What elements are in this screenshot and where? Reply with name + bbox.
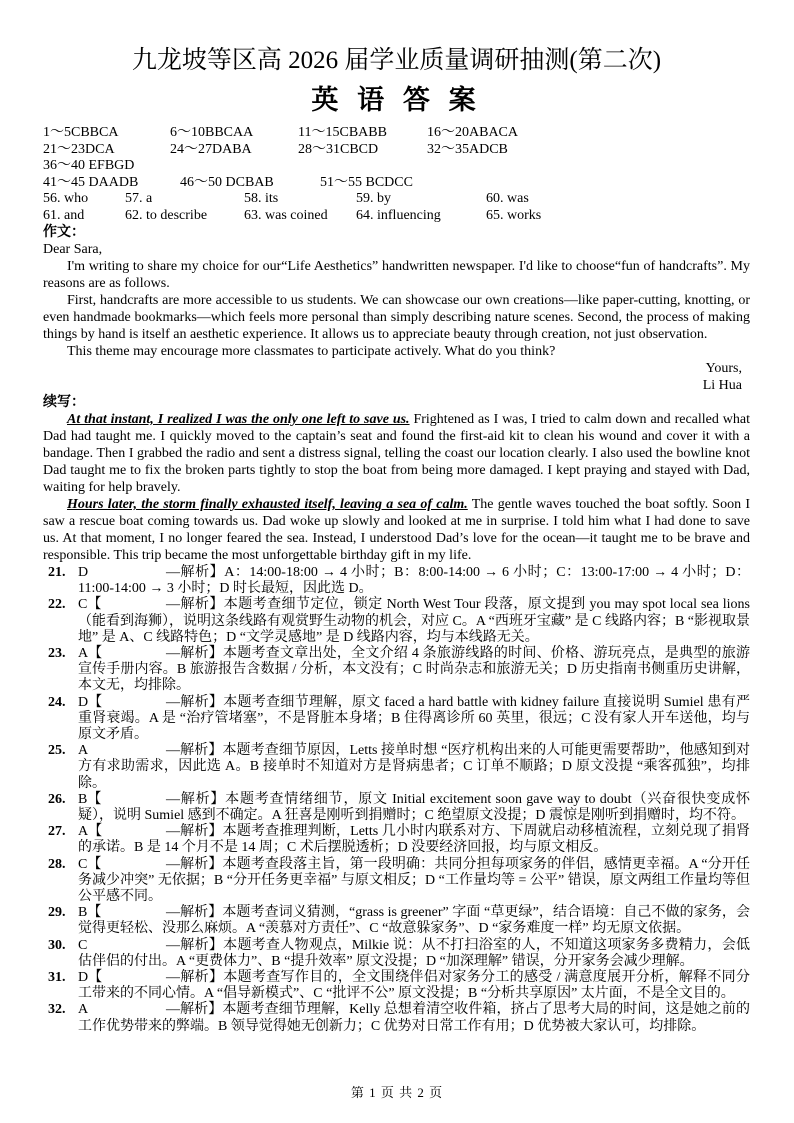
composition-paragraph: First, handcrafts are more accessible to us students. We can showcase our own creations—like paper-cutting, knotting, or even handmade bookmarks—which feels more personal than simply describing nature scenes. Second, the process of making things by hand is itself an aesthetic experience. It allows us to appreciate beauty through creation, not just observation. [43, 293, 750, 342]
explanation-item-30 [48, 938, 750, 970]
item-explanation: —解析】本题考查细节原因，Letts 接单时想 “医疗机构出来的人可能更需要帮助”，他感知到对方有求助需求，因此选 A。B 接单时不知道对方是肾病患者；C 订单不顺路；D 原文没提 “乘客孤独”，均排除。 [78, 743, 750, 791]
item-number: 22. [48, 597, 66, 613]
explanation-item-25 [48, 743, 750, 792]
answer-key-cell: 56. who [43, 191, 89, 206]
answer-key-row [43, 142, 750, 159]
answer-key-cell: 41～45 DAADB [43, 174, 139, 190]
explanation-list [43, 565, 750, 1035]
item-explanation: —解析】本题考查词义猜测，“grass is greener” 字面 “草更绿”，结合语境：自己不做的家务，会觉得更轻松、没那么麻烦。A “羡慕对方责任”、C “故意躲家务”、D “家务难度一样” 均无原文依据。 [78, 905, 750, 937]
answer-key-cell: 59. by [356, 191, 391, 206]
answer-key-cell: 6～10BBCAA [170, 125, 254, 140]
item-answer: B【 [78, 905, 102, 921]
composition-label: 作文： [43, 225, 85, 240]
item-number: 24. [48, 694, 66, 710]
item-explanation: —解析】A：14:00-18:00 → 4 小时；B：8:00-14:00 → 6 小时；C：13:00-17:00 → 4 小时；D：11:00-14:00 → 3 小时；D 时长最短，因此选 D。 [78, 565, 750, 597]
item-number: 32. [48, 1002, 66, 1018]
item-answer: C【 [78, 597, 102, 613]
item-explanation: —解析】本题考查情绪细节，原文 Initial excitement soon gave way to doubt（兴奋很快变成怀疑），说明 Sumiel 感到不确定。A 狂喜是刚听到捐赠时；C 绝望原文没提；D 震惊是刚听到捐赠时，均不符。 [78, 791, 750, 824]
composition-section [43, 224, 750, 394]
item-number: 26. [48, 791, 66, 807]
answer-key-cell: 1～5CBBCA [43, 125, 119, 140]
continuation-lead-sentence: At that instant, I realized I was the only one left to save us. [67, 412, 410, 427]
answer-key-cell: 24～27DABA [170, 141, 252, 157]
item-explanation: —解析】本题考查写作目的，全文围绕伴侣对家务分工的感受 / 满意度展开分析，解释不同分工带来的不同心情。A “倡导新模式”、C “批评不公” 原文没提；B “分析共享原因” 太片面，不是全文目的。 [78, 970, 750, 1002]
answer-key [43, 125, 750, 224]
page-footer: 第 1 页 共 2 页 [350, 1085, 444, 1100]
composition-salutation: Dear Sara, [43, 242, 103, 257]
item-answer: C【 [78, 856, 102, 872]
item-answer: A【 [78, 824, 103, 840]
item-answer: D【 [78, 970, 103, 986]
page-subtitle: 英 语 答 案 [311, 85, 482, 115]
continuation-lead-sentence: Hours later, the storm finally exhausted itself, leaving a sea of calm. [67, 497, 468, 512]
answer-key-cell: 28～31CBCD [298, 141, 379, 157]
answer-key-row [43, 175, 750, 192]
item-answer: A【 [78, 646, 103, 662]
item-explanation: —解析】本题考查文章出处，全文介绍 4 条旅游线路的时间、价格、游玩亮点，是典型的旅游宣传手册内容。B 旅游报告含数据 / 分析，本文没有；C 时尚杂志和旅游无关；D 历史指南书侧重历史讲解，本文无，均排除。 [78, 646, 750, 694]
item-explanation: —解析】本题考查细节理解，原文 faced a hard battle with kidney failure 直接说明 Sumiel 患有严重肾衰竭。A 是 “治疗管堵塞”，不是肾脏本身堵；B 住得离诊所 60 英里，很远；C 没有家人开车送他，均与原文矛盾。 [78, 694, 750, 743]
answer-key-cell: 64. influencing [356, 207, 441, 223]
answer-key-row [43, 191, 750, 208]
explanation-item-24 [48, 695, 750, 744]
item-explanation: —解析】本题考查细节理解，Kelly 总想着清空收件箱，挤占了思考大局的时间，这是她之前的工作优势带来的弊端。B 领导觉得她无创新力；C 优势对日常工作有用；D 优势被大家认可，均排除。 [78, 1002, 750, 1034]
explanation-item-21 [48, 565, 750, 597]
continuation-label: 续写： [43, 395, 85, 410]
explanation-item-26 [48, 792, 750, 824]
answer-key-cell: 36～40 EFBGD [43, 158, 135, 173]
item-number: 29. [48, 905, 66, 921]
item-answer: D [78, 565, 89, 580]
item-answer: A [78, 1002, 89, 1018]
item-answer: B【 [78, 791, 102, 807]
item-number: 25. [48, 743, 66, 759]
item-number: 21. [48, 565, 66, 580]
item-number: 23. [48, 646, 66, 662]
answer-key-row [43, 208, 750, 225]
explanation-item-28 [48, 857, 750, 906]
answer-key-cell: 62. to describe [125, 207, 208, 223]
item-explanation: —解析】本题考查推理判断，Letts 几小时内联系对方、下周就启动移植流程，立刻兑现了捐肾的承诺。B 是 14 个月不是 14 周；C 术后摆脱透析；D 没要经济回报，均与原文相反。 [78, 824, 750, 856]
item-number: 27. [48, 824, 66, 840]
answer-key-cell: 21～23DCA [43, 141, 115, 157]
continuation-body-text: The gentle waves touched the boat softly. Soon I saw a rescue boat coming towards us. Dad woke up slowly and looked at me in surprise. I told him what I had done to save us. At that moment, I no longer feared the sea. Instead, I understood Dad’s love for the ocean—it taught me to be brave and responsible. This trip became the most unforgettable birthday gift in my life. [43, 497, 750, 563]
composition-paragraph: I'm writing to share my choice for our“Life Aesthetics” handwritten newspaper. I'd like to choose“fun of handcrafts”. My reasons are as follows. [43, 259, 750, 291]
explanation-item-23 [48, 646, 750, 695]
answer-key-cell: 63. was coined [244, 207, 328, 223]
answer-key-cell: 61. and [43, 207, 85, 223]
item-answer: A [78, 743, 89, 759]
answer-key-cell: 58. its [244, 191, 279, 206]
composition-paragraph: This theme may encourage more classmates to participate actively. What do you think? [67, 344, 556, 359]
answer-key-cell: 65. works [486, 207, 542, 223]
item-answer: C [78, 937, 88, 953]
page-title: 九龙坡等区高 2026 届学业质量调研抽测(第二次) [131, 47, 662, 74]
answer-key-cell: 11～15CBABB [298, 125, 387, 140]
item-explanation: —解析】本题考查细节定位，锁定 North West Tour 段落，原文提到 you may spot local sea lions（能看到海狮），说明这条线路有观赏野生动物的机会，对应 C。A “西班牙宝藏” 是 C 线路内容；B “影视取景地” 是 A、C 线路特色；D “文学灵感地” 是 D 线路内容，均与本线路无关。 [78, 597, 750, 645]
item-answer: D【 [78, 694, 103, 710]
explanation-item-31 [48, 970, 750, 1002]
explanation-item-32 [48, 1002, 750, 1034]
answer-key-row [43, 158, 750, 175]
composition-signature: Li Hua [702, 378, 742, 393]
continuation-paragraph [43, 496, 750, 564]
item-number: 28. [48, 856, 66, 872]
continuation-section [43, 394, 750, 564]
answer-key-cell: 32～35ADCB [427, 141, 508, 157]
answer-key-cell: 16～20ABACA [427, 125, 519, 140]
answer-key-cell: 57. a [125, 191, 153, 206]
answer-key-row [43, 125, 750, 142]
item-explanation: —解析】本题考查段落主旨，第一段明确：共同分担每项家务的伴侣，感情更幸福。A “分开任务减少冲突” 无依据；B “分开任务更幸福” 与原文相反；D “工作量均等 = 公平” 错误，原文两组工作量均等但公平感不同。 [78, 856, 750, 905]
answer-key-cell: 46～50 DCBAB [180, 174, 274, 190]
continuation-body-text: Frightened as I was, I tried to calm down and recalled what Dad had taught me. I quickly moved to the captain’s seat and found the first-aid kit to clean his wound and cover it with a bandage. Then I grabbed the radio and sent a distress signal, telling the coast our location clearly. I also used the bowline knot Dad taught me to fix the broken parts tightly to stop the boat from being more damaged. I kept praying and stayed with Dad, waiting for help bravely. [43, 412, 750, 495]
answer-key-cell: 60. was [486, 191, 529, 206]
explanation-item-27 [48, 824, 750, 856]
composition-closing: Yours, [705, 361, 742, 376]
answer-key-cell: 51～55 BCDCC [320, 174, 413, 190]
explanation-item-22 [48, 597, 750, 646]
item-number: 30. [48, 937, 66, 953]
item-explanation: —解析】本题考查人物观点，Milkie 说：从不打扫浴室的人，不知道这项家务多费精力，会低估伴侣的付出。A “更费体力”、B “提升效率” 原文没提；D “加深理解” 错误，分开家务会减少理解。 [78, 937, 750, 969]
continuation-paragraph [43, 411, 750, 496]
item-number: 31. [48, 970, 66, 986]
explanation-item-29 [48, 905, 750, 937]
